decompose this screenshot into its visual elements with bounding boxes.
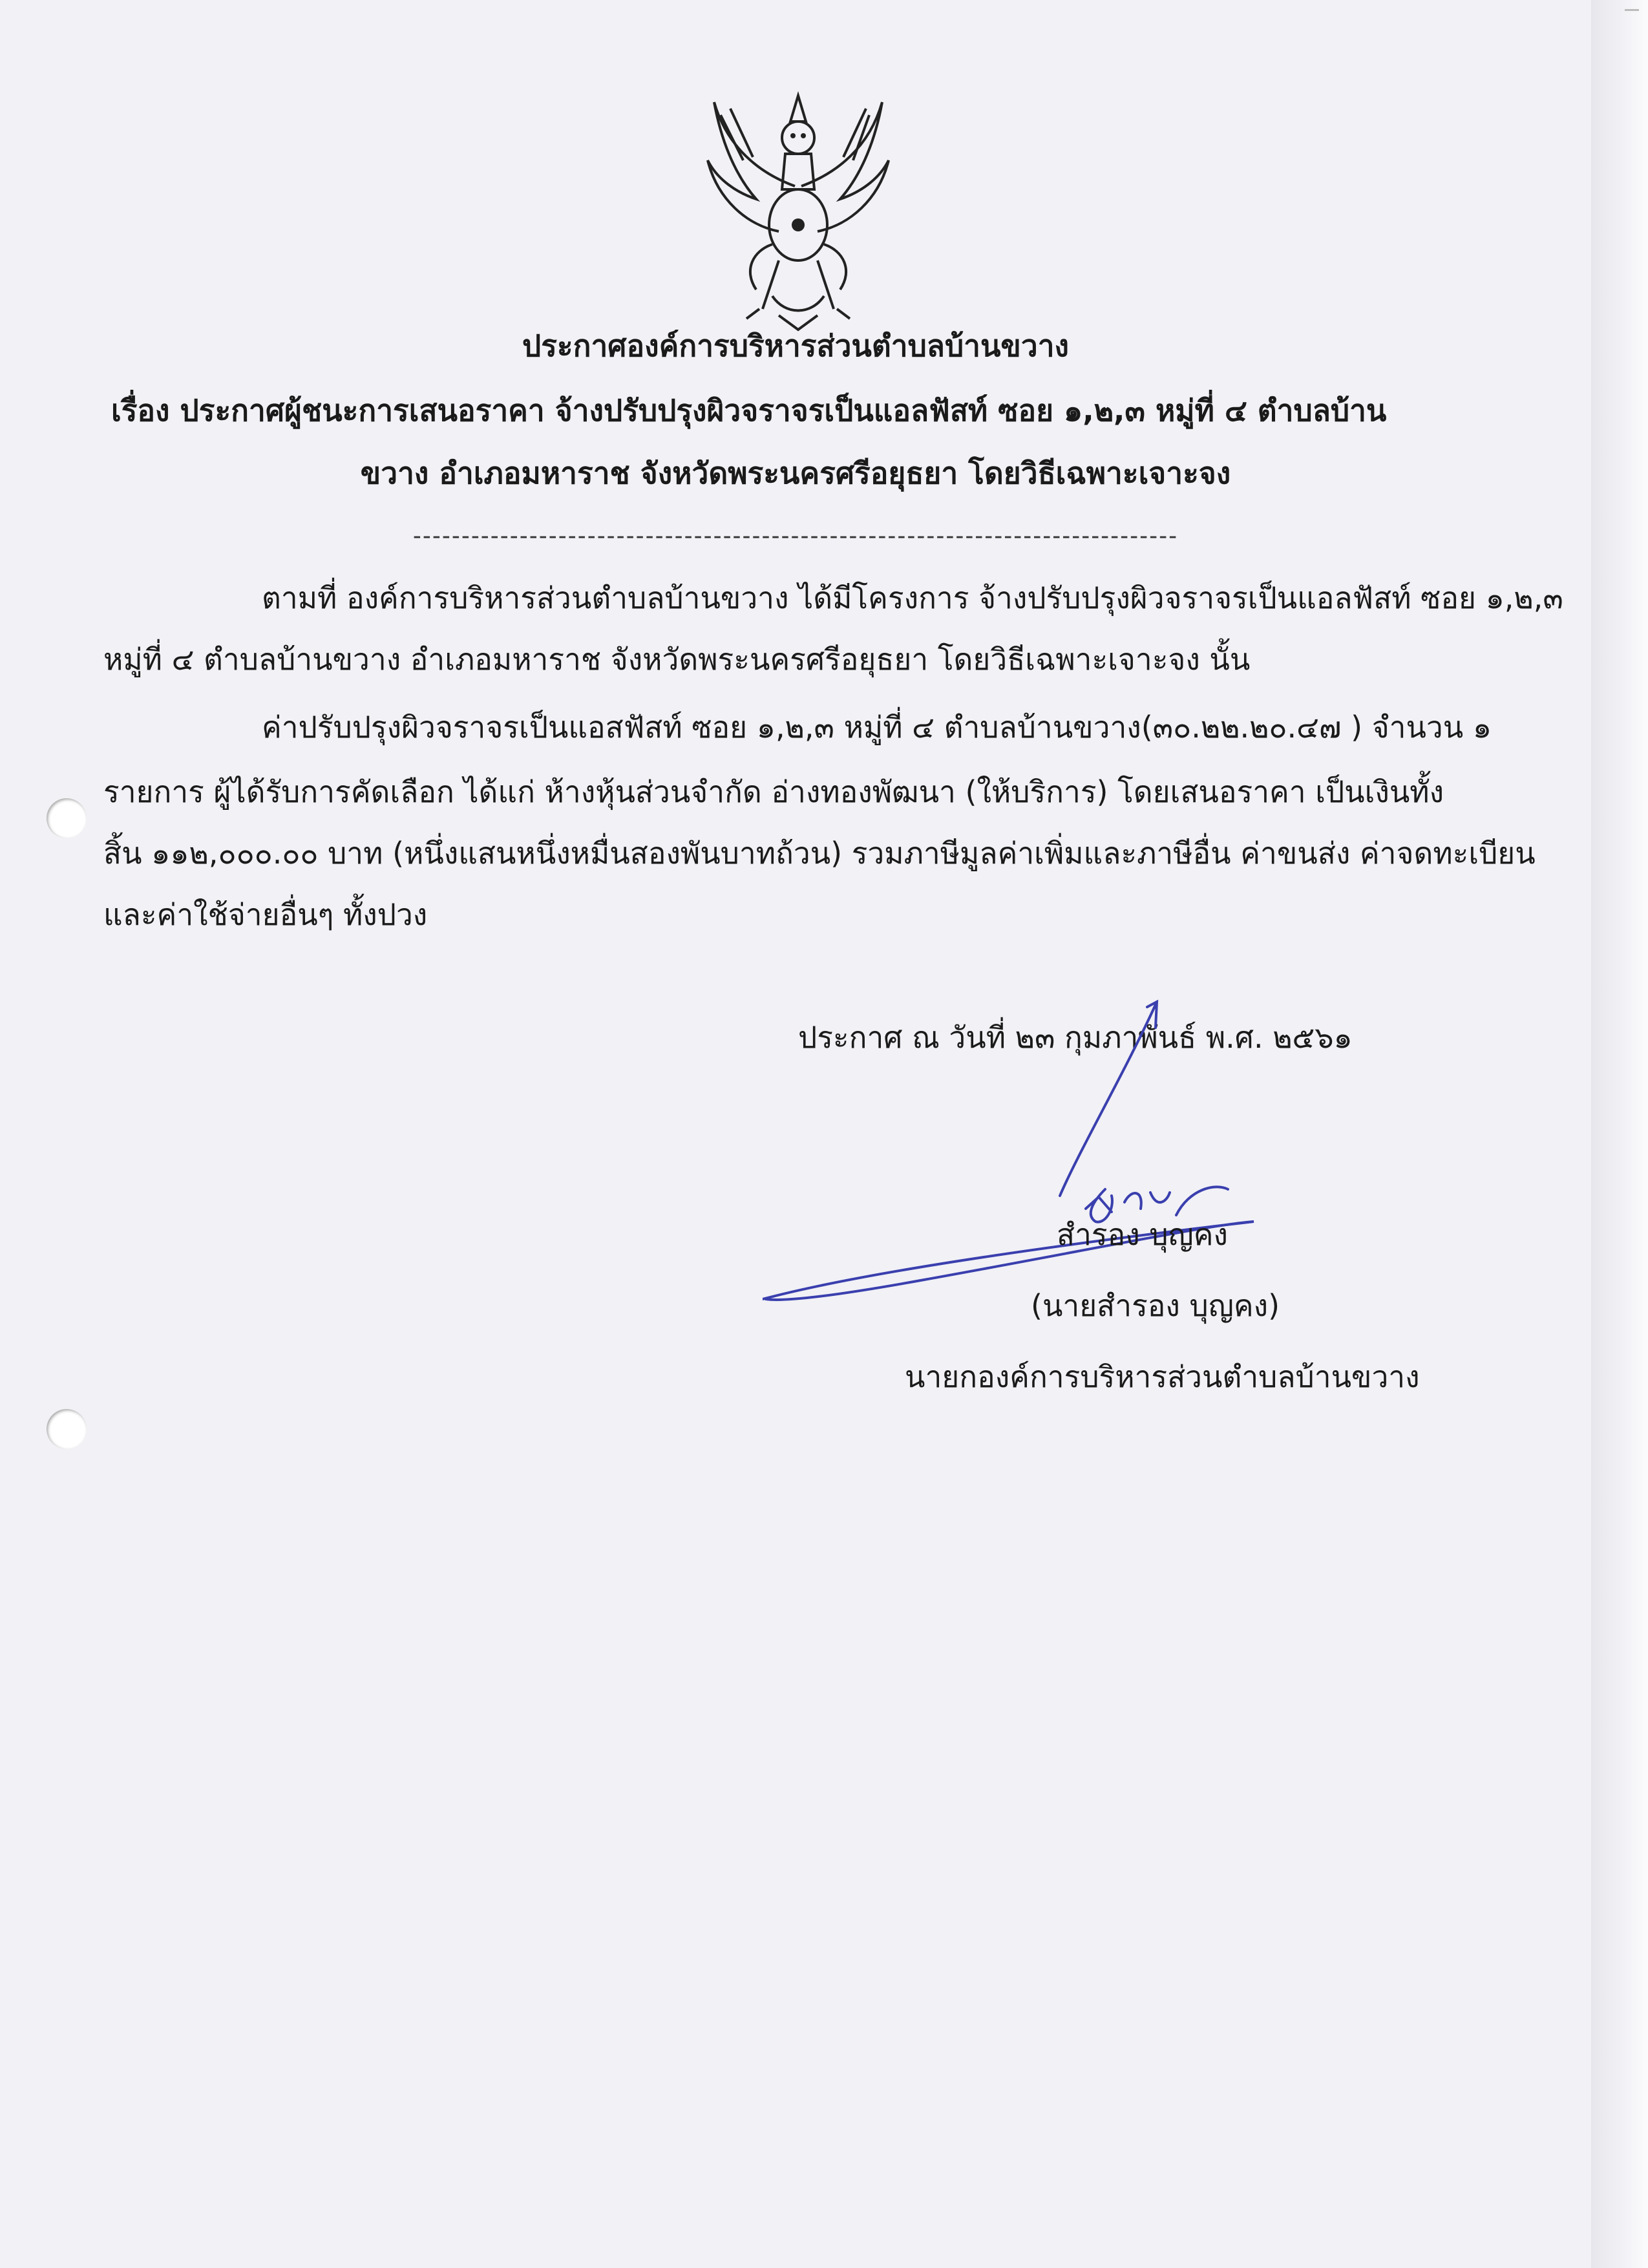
paragraph-2-line-3: สิ้น ๑๑๒,๐๐๐.๐๐ บาท (หนึ่งแสนหนึ่งหมื่นสองพันบาทถ้วน) รวมภาษีมูลค่าเพิ่มและภาษีอื่น ค่าขนส่ง ค่าจดทะเบียน [103, 836, 1536, 871]
paragraph-2-line-4: และค่าใช้จ่ายอื่นๆ ทั้งปวง [103, 897, 428, 932]
separator-line: ------------------------------------------------------------------------------- [412, 523, 1179, 549]
punch-hole-lower [47, 1409, 87, 1449]
scan-edge [1591, 0, 1648, 2268]
paragraph-1-line-1: ตามที่ องค์การบริหารส่วนตำบลบ้านขวาง ได้มีโครงการ จ้างปรับปรุงผิวจราจรเป็นแอลฟัสท์ ซอย ๑,๒,๓ [262, 580, 1563, 615]
subject-line-1: เรื่อง ประกาศผู้ชนะการเสนอราคา จ้างปรับปรุงผิวจราจรเป็นแอลฟัสท์ ซอย ๑,๒,๓ หมู่ที่ ๔ ตำบลบ้าน [111, 393, 1387, 428]
handwritten-signature [763, 995, 1331, 1331]
paragraph-1-line-2: หมู่ที่ ๔ ตำบลบ้านขวาง อำเภอมหาราช จังหวัดพระนครศรีอยุธยา โดยวิธีเฉพาะเจาะจง นั้น [103, 642, 1251, 677]
signer-full-name: (นายสำรอง บุญคง) [1031, 1288, 1280, 1323]
signer-name: สำรอง บุญคง [1057, 1217, 1228, 1252]
announce-date: ประกาศ ณ วันที่ ๒๓ กุมภาพันธ์ พ.ศ. ๒๕๖๑ [798, 1020, 1353, 1055]
paragraph-2-line-2: รายการ ผู้ได้รับการคัดเลือก ได้แก่ ห้างหุ้นส่วนจำกัด อ่างทองพัฒนา (ให้บริการ) โดยเสนอราคา เป็นเงินทั้ง [103, 774, 1444, 809]
scan-mark [1625, 9, 1639, 11]
punch-hole-upper [47, 798, 87, 838]
garuda-emblem-icon [682, 76, 914, 332]
subject-line-2: ขวาง อำเภอมหาราช จังหวัดพระนครศรีอยุธยา โดยวิธีเฉพาะเจาะจง [360, 456, 1231, 491]
paragraph-2-line-1: ค่าปรับปรุงผิวจราจรเป็นแอสฟัสท์ ซอย ๑,๒,๓ หมู่ที่ ๔ ตำบลบ้านขวาง(๓๐.๒๒.๒๐.๔๗ ) จำนวน ๑ [262, 710, 1492, 745]
document-title: ประกาศองค์การบริหารส่วนตำบลบ้านขวาง [522, 328, 1069, 363]
signer-position: นายกองค์การบริหารส่วนตำบลบ้านขวาง [905, 1359, 1420, 1394]
